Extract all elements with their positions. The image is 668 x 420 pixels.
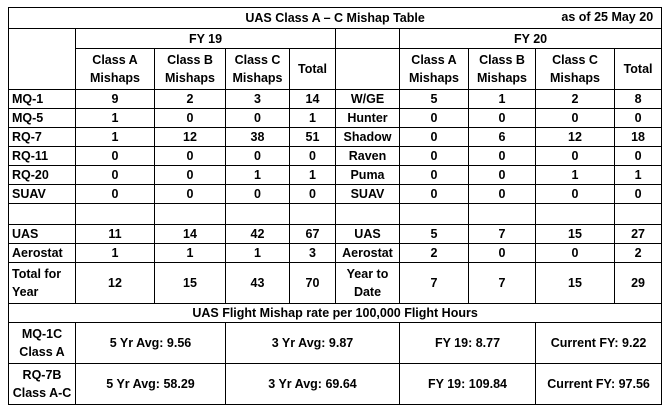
fy20-value: 0 (536, 244, 615, 263)
fy20-value: 0 (469, 166, 536, 185)
fy20-platform-name: Year to Date (336, 263, 400, 304)
spacer-cell (615, 204, 662, 225)
fy19-value: 3 (290, 244, 336, 263)
fy20-value: 15 (536, 263, 615, 304)
fy20-value: 0 (536, 185, 615, 204)
fy20-value: 1 (615, 166, 662, 185)
fy19-platform-name: MQ-5 (9, 109, 76, 128)
fy19-value: 14 (155, 225, 226, 244)
fy20-value: 0 (400, 128, 469, 147)
fy19-value: 12 (76, 263, 155, 304)
fy19-value: 0 (290, 185, 336, 204)
fy20-col-header: Class C Mishaps (536, 49, 615, 90)
fy20-value: 2 (615, 244, 662, 263)
fy19-platform-name: MQ-1 (9, 90, 76, 109)
spacer-cell (76, 204, 155, 225)
fy20-value: 12 (536, 128, 615, 147)
fy20-platform-name: SUAV (336, 185, 400, 204)
table-title: UAS Class A – C Mishap Table (245, 11, 425, 25)
fy20-value: 5 (400, 225, 469, 244)
fy20-platform-name: Puma (336, 166, 400, 185)
rate-title: UAS Flight Mishap rate per 100,000 Flight Hours (9, 304, 662, 323)
fy19-value: 0 (155, 185, 226, 204)
fy19-value: 0 (76, 166, 155, 185)
fy19-platform-name: Total for Year (9, 263, 76, 304)
fy19-value: 15 (155, 263, 226, 304)
fy20-name-header (336, 49, 400, 90)
fy20-value: 8 (615, 90, 662, 109)
spacer-cell (469, 204, 536, 225)
fy20-value: 0 (469, 185, 536, 204)
fy20-value: 0 (400, 166, 469, 185)
fy19-value: 1 (290, 109, 336, 128)
fy19-value: 70 (290, 263, 336, 304)
rate-platform-name: RQ-7B Class A-C (9, 364, 76, 405)
fy19-value: 0 (76, 147, 155, 166)
fy20-value: 0 (615, 109, 662, 128)
rate-5yr-avg: 5 Yr Avg: 58.29 (76, 364, 226, 405)
spacer-cell (9, 204, 76, 225)
fy20-value: 7 (469, 225, 536, 244)
fy19-value: 0 (226, 109, 290, 128)
fy20-gap-cell (336, 29, 400, 49)
rate-current-fy: Current FY: 9.22 (536, 323, 662, 364)
fy20-value: 2 (536, 90, 615, 109)
fy19-value: 1 (76, 244, 155, 263)
fy20-value: 0 (400, 147, 469, 166)
rate-fy19: FY 19: 109.84 (400, 364, 536, 405)
fy19-platform-name: Aerostat (9, 244, 76, 263)
fy19-value: 0 (155, 147, 226, 166)
fy20-value: 7 (469, 263, 536, 304)
fy19-value: 11 (76, 225, 155, 244)
fy19-value: 1 (76, 109, 155, 128)
fy20-value: 0 (536, 147, 615, 166)
fy19-value: 0 (155, 166, 226, 185)
fy20-value: 15 (536, 225, 615, 244)
fy19-header: FY 19 (76, 29, 336, 49)
spacer-cell (536, 204, 615, 225)
fy19-platform-name: SUAV (9, 185, 76, 204)
as-of-date: as of 25 May 20 (561, 10, 654, 24)
fy19-col-header: Class B Mishaps (155, 49, 226, 90)
fy20-platform-name: Aerostat (336, 244, 400, 263)
fy19-value: 9 (76, 90, 155, 109)
table-row (9, 90, 662, 109)
rate-3yr-avg: 3 Yr Avg: 9.87 (226, 323, 400, 364)
rate-5yr-avg: 5 Yr Avg: 9.56 (76, 323, 226, 364)
table-row (9, 109, 662, 128)
fy20-value: 1 (536, 166, 615, 185)
fy19-value: 67 (290, 225, 336, 244)
fy20-platform-name: W/GE (336, 90, 400, 109)
fy19-value: 1 (76, 128, 155, 147)
table-row (9, 244, 662, 263)
fy20-header: FY 20 (400, 29, 662, 49)
fy20-value: 0 (469, 147, 536, 166)
table-body (9, 90, 662, 304)
spacer-row (9, 204, 662, 225)
fy20-col-header: Total (615, 49, 662, 90)
fy19-value: 43 (226, 263, 290, 304)
mishap-table (8, 7, 662, 405)
fy20-col-header: Class B Mishaps (469, 49, 536, 90)
fy19-value: 14 (290, 90, 336, 109)
fy19-value: 1 (226, 166, 290, 185)
rate-section (9, 304, 662, 405)
fy20-value: 0 (615, 147, 662, 166)
fy20-value: 18 (615, 128, 662, 147)
rate-3yr-avg: 3 Yr Avg: 69.64 (226, 364, 400, 405)
table-row (9, 225, 662, 244)
fy19-value: 0 (290, 147, 336, 166)
fy19-platform-name: UAS (9, 225, 76, 244)
fy19-value: 1 (155, 244, 226, 263)
spacer-cell (400, 204, 469, 225)
fy20-value: 1 (469, 90, 536, 109)
fy20-value: 0 (469, 109, 536, 128)
fy20-platform-name: Raven (336, 147, 400, 166)
fy19-value: 12 (155, 128, 226, 147)
fy19-value: 38 (226, 128, 290, 147)
fy20-platform-name: Shadow (336, 128, 400, 147)
fy20-value: 6 (469, 128, 536, 147)
spacer-cell (290, 204, 336, 225)
fy19-value: 51 (290, 128, 336, 147)
fy19-platform-name: RQ-7 (9, 128, 76, 147)
fy19-value: 2 (155, 90, 226, 109)
corner-cell (9, 29, 76, 90)
fy19-value: 0 (76, 185, 155, 204)
rate-fy19: FY 19: 8.77 (400, 323, 536, 364)
column-header-row (9, 49, 662, 90)
fy20-platform-name: UAS (336, 225, 400, 244)
fy20-value: 7 (400, 263, 469, 304)
fy20-value: 0 (615, 185, 662, 204)
rate-platform-name: MQ-1C Class A (9, 323, 76, 364)
fy20-value: 0 (400, 185, 469, 204)
fy20-value: 27 (615, 225, 662, 244)
fy19-value: 3 (226, 90, 290, 109)
table-row (9, 166, 662, 185)
fy19-col-header: Total (290, 49, 336, 90)
fy19-platform-name: RQ-11 (9, 147, 76, 166)
fy19-value: 0 (226, 147, 290, 166)
fy20-value: 2 (400, 244, 469, 263)
fy20-col-header: Class A Mishaps (400, 49, 469, 90)
fy19-col-header: Class A Mishaps (76, 49, 155, 90)
table-row (9, 147, 662, 166)
fy19-value: 42 (226, 225, 290, 244)
fy19-value: 1 (226, 244, 290, 263)
table-row (9, 128, 662, 147)
fy20-value: 0 (536, 109, 615, 128)
fy20-value: 0 (469, 244, 536, 263)
rate-row (9, 323, 662, 364)
fy20-value: 0 (400, 109, 469, 128)
rate-current-fy: Current FY: 97.56 (536, 364, 662, 405)
fy20-value: 29 (615, 263, 662, 304)
fy19-value: 0 (155, 109, 226, 128)
table-row (9, 185, 662, 204)
fy19-col-header: Class C Mishaps (226, 49, 290, 90)
fy20-platform-name: Hunter (336, 109, 400, 128)
fy19-value: 0 (226, 185, 290, 204)
spacer-cell (336, 204, 400, 225)
fy20-value: 5 (400, 90, 469, 109)
table-row (9, 263, 662, 304)
fy19-value: 1 (290, 166, 336, 185)
title-row (9, 8, 662, 29)
rate-row (9, 364, 662, 405)
spacer-cell (226, 204, 290, 225)
fy19-platform-name: RQ-20 (9, 166, 76, 185)
spacer-cell (155, 204, 226, 225)
